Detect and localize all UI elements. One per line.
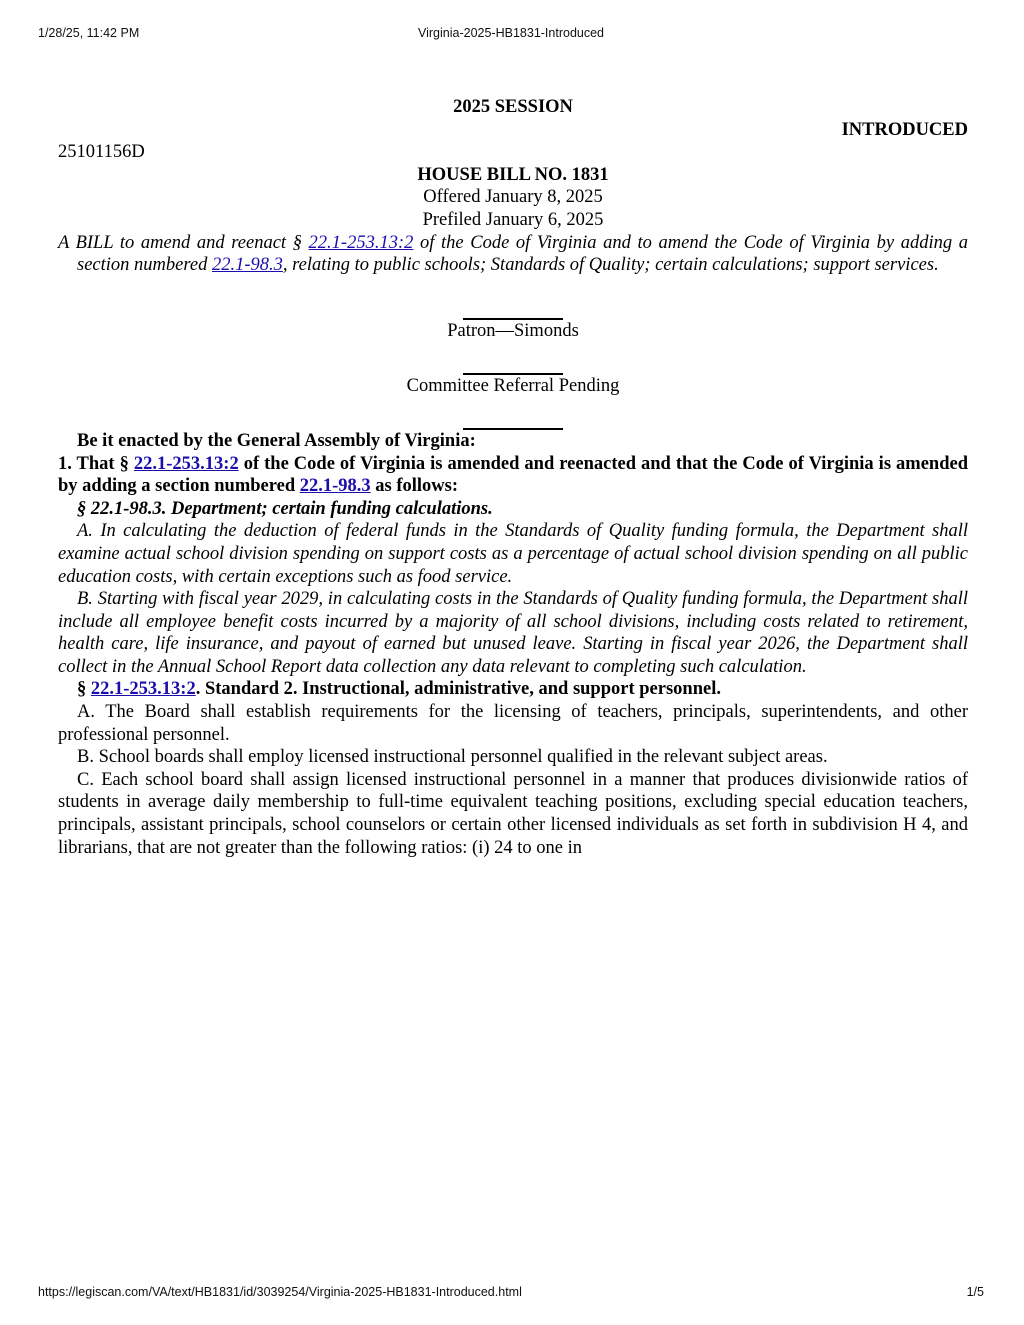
enacting-clause: Be it enacted by the General Assembly of Virginia: — [77, 430, 476, 451]
bill-number: HOUSE BILL NO. 1831 — [417, 164, 609, 185]
amended-section-para-b: B. School boards shall employ licensed instructional personnel qualified in the relevant subject areas. — [77, 747, 828, 768]
summary-link-22-1-253-13-2[interactable]: 22.1-253.13:2 — [308, 232, 414, 253]
clause-text: as follows: — [370, 476, 459, 497]
print-title: Virginia-2025-HB1831-Introduced — [418, 26, 604, 40]
clause-text: 1. That § — [58, 453, 134, 474]
amended-section-para-a: A. The Board shall establish requirements for the licensing of teachers, principals, superintendents, and other professional personnel. — [58, 702, 968, 745]
print-url: https://legiscan.com/VA/text/HB1831/id/3039254/Virginia-2025-HB1831-Introduced.html — [38, 1285, 522, 1299]
print-header — [38, 26, 984, 42]
summary-text: A BILL to amend and reenact § — [58, 232, 309, 253]
new-section-para-a: A. In calculating the deduction of federal funds in the Standards of Quality funding formula, the Department shall examine actual school division spending on support costs as a percentage of actual school division spending on all public education costs, with certain exceptions such as food service. — [58, 521, 968, 587]
amended-section-para-c: C. Each school board shall assign licensed instructional personnel in a manner that produces divisionwide ratios of students in average daily membership to full-time equivalent teaching positions, excluding special education teachers, principals, assistant principals, school counselors or certain other licensed individuals as set forth in subdivision H 4, and librarians, that are not greater than the following ratios: (i) 24 to one in — [58, 769, 968, 858]
clause-text: of the Code of Virginia is amended and reenacted and that the Code of Virginia is amended by adding a section numbered — [58, 453, 968, 497]
bill-summary — [58, 232, 968, 277]
new-section-heading: § 22.1-98.3. Department; certain funding calculations. — [77, 498, 493, 519]
page-number: 1/5 — [966, 1285, 984, 1299]
summary-text: , relating to public schools; Standards of Quality; certain calculations; support services. — [282, 255, 939, 276]
print-footer — [38, 1285, 984, 1301]
section-link-22-1-253-13-2[interactable]: 22.1-253.13:2 — [90, 679, 196, 700]
prefiled-date: Prefiled January 6, 2025 — [422, 209, 604, 230]
clause-link-22-1-98-3[interactable]: 22.1-98.3 — [299, 476, 371, 497]
session-label: 2025 SESSION — [453, 97, 573, 117]
section-symbol: § — [77, 679, 91, 700]
amending-clause — [58, 453, 968, 498]
print-datetime: 1/28/25, 11:42 PM — [38, 26, 140, 40]
section-heading-text: . Standard 2. Instructional, administrative, and support personnel. — [195, 679, 721, 700]
offered-date: Offered January 8, 2025 — [423, 187, 603, 208]
summary-link-22-1-98-3[interactable]: 22.1-98.3 — [211, 255, 283, 276]
amended-section-heading — [58, 678, 968, 701]
committee-referral: Committee Referral Pending — [406, 376, 620, 397]
new-section-para-b: B. Starting with fiscal year 2029, in calculating costs in the Standards of Quality funding formula, the Department shall include all employee benefit costs incurred by a majority of all school divisions, including costs related to retirement, health care, life insurance, and payout of earned but unused leave. Starting in fiscal year 2026, the Department shall collect in the Annual School Report data collection any data relevant to completing such calculation. — [58, 589, 968, 677]
bill-status: INTRODUCED — [841, 119, 968, 140]
document-number: 25101156D — [58, 142, 145, 163]
bill-document — [58, 96, 968, 859]
summary-text: of the Code of Virginia and to amend the Code of Virginia by adding a section numbered — [77, 232, 968, 276]
clause-link-22-1-253-13-2[interactable]: 22.1-253.13:2 — [133, 453, 239, 474]
patron: Patron—Simonds — [447, 320, 579, 341]
